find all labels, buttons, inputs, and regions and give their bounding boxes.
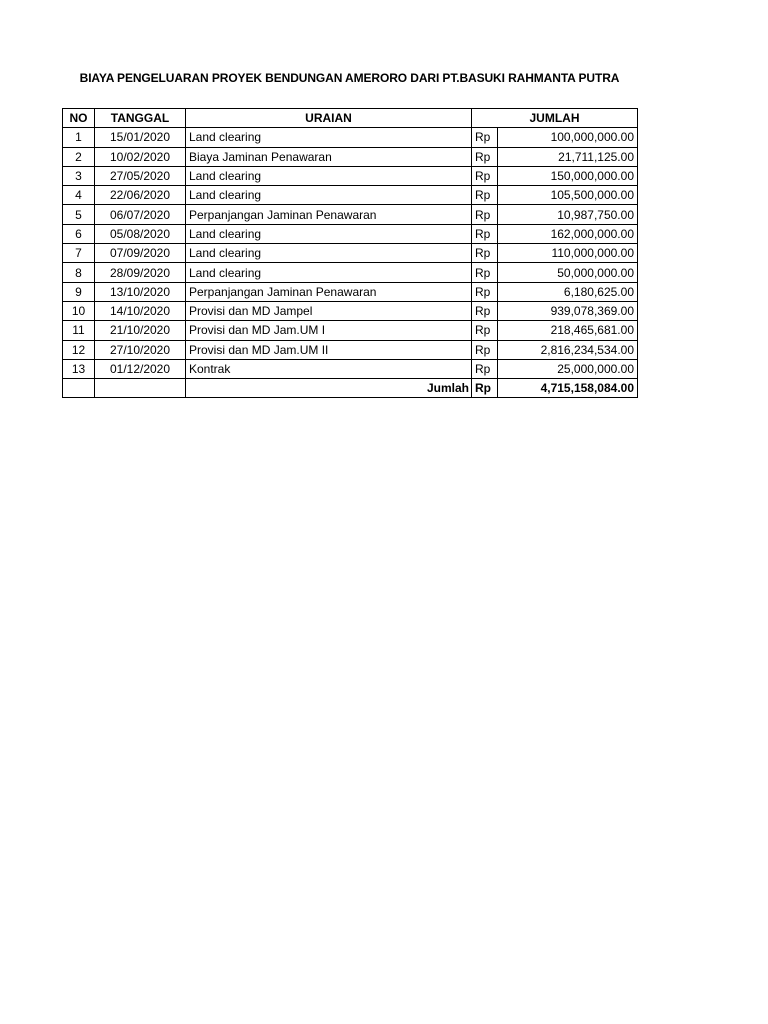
cell-tanggal: 28/09/2020 [95,263,186,282]
cell-currency: Rp [472,186,498,205]
cell-currency: Rp [472,282,498,301]
cell-currency: Rp [472,166,498,185]
cell-uraian: Biaya Jaminan Penawaran [186,147,472,166]
cell-jumlah: 110,000,000.00 [498,244,638,263]
header-no: NO [63,109,95,128]
table-row [63,128,638,147]
cell-no: 9 [63,282,95,301]
cell-currency: Rp [472,224,498,243]
cell-tanggal: 14/10/2020 [95,301,186,320]
table-row [63,359,638,378]
table-row [63,263,638,282]
table-row [63,282,638,301]
cell-uraian: Perpanjangan Jaminan Penawaran [186,205,472,224]
table-row [63,147,638,166]
cell-uraian: Perpanjangan Jaminan Penawaran [186,282,472,301]
cell-jumlah: 21,711,125.00 [498,147,638,166]
total-value: 4,715,158,084.00 [498,379,638,398]
cell-tanggal: 27/05/2020 [95,166,186,185]
cell-tanggal: 27/10/2020 [95,340,186,359]
cell-tanggal: 07/09/2020 [95,244,186,263]
cell-jumlah: 10,987,750.00 [498,205,638,224]
cell-jumlah: 6,180,625.00 [498,282,638,301]
cell-jumlah: 2,816,234,534.00 [498,340,638,359]
cell-no: 8 [63,263,95,282]
table-row [63,340,638,359]
cell-tanggal: 06/07/2020 [95,205,186,224]
total-cell-tanggal-empty [95,379,186,398]
total-cell-no-empty [63,379,95,398]
cell-tanggal: 22/06/2020 [95,186,186,205]
cell-jumlah: 162,000,000.00 [498,224,638,243]
table-row [63,224,638,243]
cell-jumlah: 218,465,681.00 [498,321,638,340]
cell-uraian: Land clearing [186,263,472,282]
cell-no: 11 [63,321,95,340]
cell-no: 2 [63,147,95,166]
cell-no: 4 [63,186,95,205]
header-jumlah: JUMLAH [472,109,638,128]
expense-table [62,108,638,398]
cell-no: 7 [63,244,95,263]
table-row [63,321,638,340]
cell-no: 6 [63,224,95,243]
cell-uraian: Land clearing [186,166,472,185]
cell-uraian: Provisi dan MD Jam.UM II [186,340,472,359]
cell-no: 13 [63,359,95,378]
table-row [63,301,638,320]
total-row [63,379,638,398]
header-uraian: URAIAN [186,109,472,128]
cell-currency: Rp [472,301,498,320]
total-currency: Rp [472,379,498,398]
cell-uraian: Provisi dan MD Jampel [186,301,472,320]
cell-currency: Rp [472,244,498,263]
cell-no: 1 [63,128,95,147]
cell-currency: Rp [472,205,498,224]
header-tanggal: TANGGAL [95,109,186,128]
cell-no: 3 [63,166,95,185]
cell-currency: Rp [472,359,498,378]
cell-currency: Rp [472,340,498,359]
document-title: BIAYA PENGELUARAN PROYEK BENDUNGAN AMERORO DARI PT.BASUKI RAHMANTA PUTRA [79,71,620,85]
cell-tanggal: 15/01/2020 [95,128,186,147]
header-row [63,109,638,128]
cell-tanggal: 01/12/2020 [95,359,186,378]
cell-uraian: Land clearing [186,128,472,147]
cell-currency: Rp [472,128,498,147]
cell-uraian: Land clearing [186,244,472,263]
table-row [63,186,638,205]
table-header [63,109,638,128]
cell-jumlah: 100,000,000.00 [498,128,638,147]
cell-currency: Rp [472,147,498,166]
total-label: Jumlah [186,379,472,398]
cell-uraian: Land clearing [186,186,472,205]
cell-no: 12 [63,340,95,359]
cell-tanggal: 13/10/2020 [95,282,186,301]
cell-tanggal: 05/08/2020 [95,224,186,243]
cell-tanggal: 10/02/2020 [95,147,186,166]
cell-jumlah: 150,000,000.00 [498,166,638,185]
table-row [63,205,638,224]
cell-uraian: Kontrak [186,359,472,378]
cell-uraian: Land clearing [186,224,472,243]
cell-uraian: Provisi dan MD Jam.UM I [186,321,472,340]
cell-currency: Rp [472,321,498,340]
cell-no: 5 [63,205,95,224]
cell-jumlah: 25,000,000.00 [498,359,638,378]
cell-jumlah: 50,000,000.00 [498,263,638,282]
cell-no: 10 [63,301,95,320]
cell-tanggal: 21/10/2020 [95,321,186,340]
cell-jumlah: 939,078,369.00 [498,301,638,320]
table-row [63,244,638,263]
cell-currency: Rp [472,263,498,282]
table-row [63,166,638,185]
cell-jumlah: 105,500,000.00 [498,186,638,205]
table-body [63,128,638,398]
